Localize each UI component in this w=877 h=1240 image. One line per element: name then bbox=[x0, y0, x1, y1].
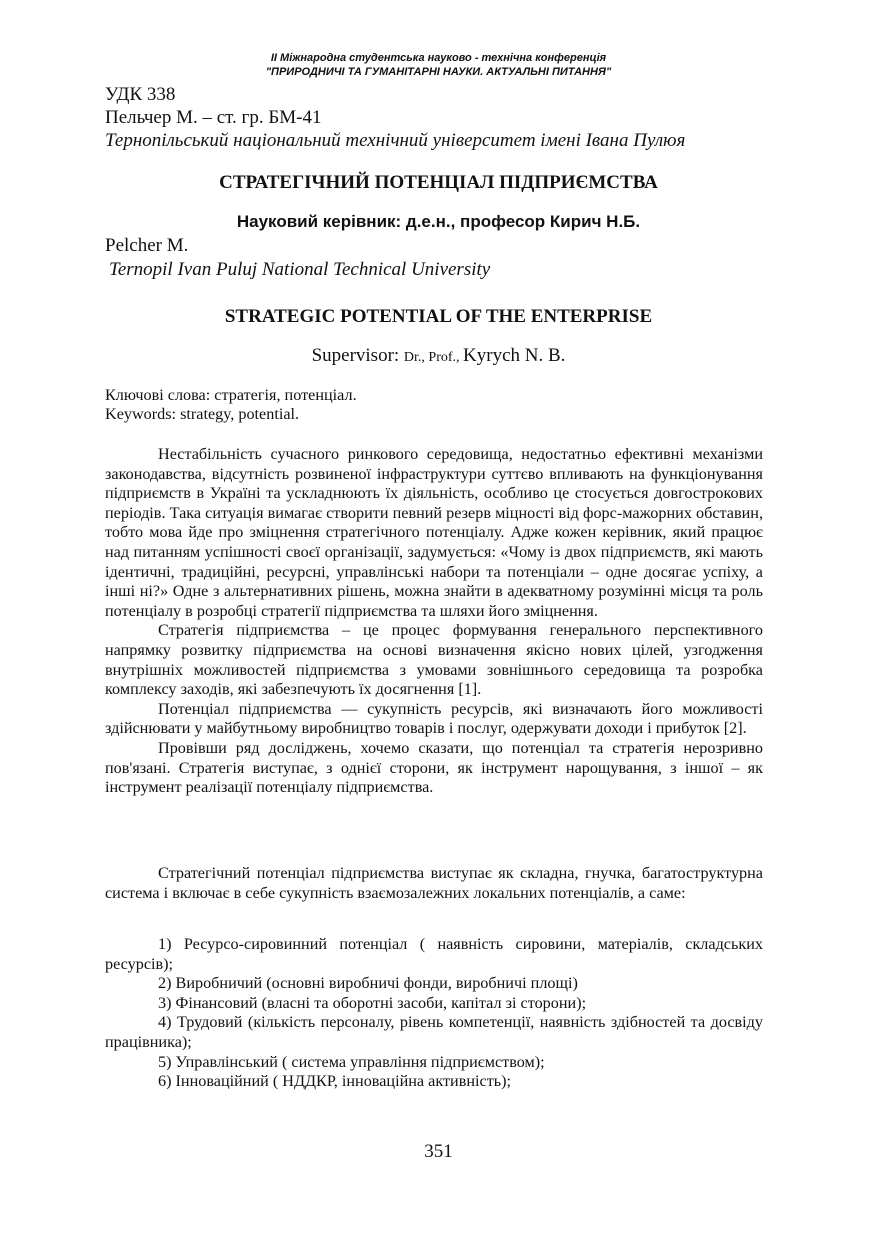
supervisor-en-degree: Dr., Prof., bbox=[403, 350, 464, 365]
keywords-ua: Ключові слова: стратегія, потенціал. bbox=[105, 386, 357, 404]
author-ua: Пельчер М. – ст. гр. БМ-41 bbox=[105, 107, 322, 128]
paragraph: Провівши ряд досліджень, хочемо сказати, що потенціал та стратегія нерозривно пов'язані. Стратегія виступає, з однієї сторони, як інструмент нарощування, з іншої – як інструмент реалізації потенціалу підприємства. bbox=[105, 738, 763, 797]
affiliation-ua: Тернопільський національний технічний університет імені Івана Пулюя bbox=[105, 130, 686, 151]
udc-code: УДК 338 bbox=[105, 84, 176, 105]
paragraph: Стратегія підприємства – це процес формування генерального перспективного напрямку розвитку підприємства на основі визначення якісно нових цілей, узгодження внутрішніх можливостей підприємства з умовами зовнішнього середовища та розробка комплексу заходів, які забезпечують їх досягнення [1]. bbox=[105, 621, 763, 699]
supervisor-ua: Науковий керівник: д.е.н., професор Кирич Н.Б. bbox=[236, 212, 641, 231]
paragraph: Нестабільність сучасного ринкового середовища, недостатньо ефективні механізми законодавства, відсутність розвиненої інфраструктури суттєво впливають на функціонування підприємств в Україні та ускладнюють їх діяльність, особливо це стосується довгострокових періодів. Така ситуація вимагає створити певний резерв міцності від форс-мажорних обставин, тобто мова йде про зміцнення стратегічного потенціалу. Адже кожен керівник, який працює над питанням успішності своєї організації, задумується: «Чому із двох підприємств, які мають ідентичні, традиційні, ресурсні, управлінські набори та потенціали – одне досягає успіху, а інші ні?» Одне з альтернативних рішень, можна знайти в адекватному розумінні місця та роль потенціалу в розробці стратегії підприємства та шляхи його зміцнення. bbox=[105, 445, 763, 620]
list-item: 4) Трудовий (кількість персоналу, рівень компетенції, наявність здібностей та досвіду працівника); bbox=[105, 1013, 763, 1051]
keywords-en: Keywords: strategy, potential. bbox=[105, 405, 300, 423]
supervisor-en bbox=[0, 345, 877, 369]
body-section-2 bbox=[105, 864, 763, 903]
author-en: Pelcher M. bbox=[105, 235, 189, 256]
paragraph: Потенціал підприємства — сукупність ресурсів, які визначають його можливості здійснювати у майбутньому виробництво товарів і послуг, одержувати доходи і прибуток [2]. bbox=[105, 699, 763, 738]
paragraph: Стратегічний потенціал підприємства виступає як складна, гнучка, багатоструктурна система і включає в себе сукупність взаємозалежних локальних потенціалів, а саме: bbox=[105, 864, 763, 902]
page-number: 351 bbox=[424, 1141, 453, 1162]
list-item: 1) Ресурсо-сировинний потенціал ( наявність сировини, матеріалів, складських ресурсів); bbox=[105, 935, 763, 973]
list-item: 6) Інноваційний ( НДДКР, інноваційна активність); bbox=[158, 1072, 512, 1091]
title-en: STRATEGIC POTENTIAL OF THE ENTERPRISE bbox=[224, 306, 653, 327]
supervisor-en-label: Supervisor: bbox=[311, 345, 404, 366]
body-section-1 bbox=[105, 445, 763, 798]
affiliation-en: Ternopil Ivan Puluj National Technical University bbox=[109, 259, 491, 280]
supervisor-en-name: Kyrych N. B. bbox=[463, 345, 566, 366]
title-ua: СТРАТЕГІЧНИЙ ПОТЕНЦІАЛ ПІДПРИЄМСТВА bbox=[219, 172, 658, 193]
conference-header-line1: II Міжнародна студентська науково - технічна конференція bbox=[270, 52, 607, 64]
conference-header-line2: "ПРИРОДНИЧІ ТА ГУМАНІТАРНІ НАУКИ. АКТУАЛЬНІ ПИТАННЯ" bbox=[265, 66, 612, 78]
list-item: 2) Виробничий (основні виробничі фонди, виробничі площі) bbox=[158, 974, 578, 993]
list-item: 5) Управлінський ( система управління підприємством); bbox=[158, 1052, 545, 1071]
potential-list bbox=[105, 935, 763, 1092]
list-item: 3) Фінансовий (власні та оборотні засоби, капітал зі сторони); bbox=[158, 993, 587, 1012]
